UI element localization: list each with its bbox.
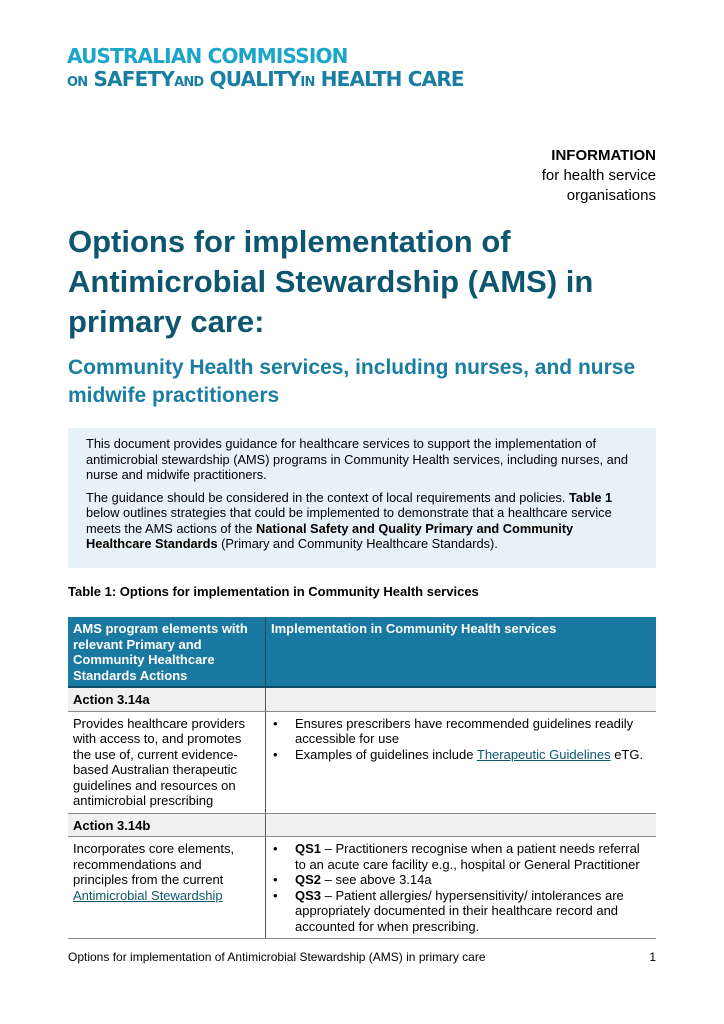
therapeutic-guidelines-link[interactable]: Therapeutic Guidelines (476, 746, 611, 762)
list-item: • QS2 – see above 3.14a (291, 872, 650, 888)
column-header-ams-elements: AMS program elements with relevant Primary and Community Healthcare Standards Actions (68, 617, 266, 687)
intro-paragraph-1: This document provides guidance for healthcare services to support the implementation of antimicrobial stewardship (AMS) programs in Community Health services, including nurses, and nurse and midwife practitioners. (86, 436, 628, 482)
action-label: Action 3.14a (68, 687, 266, 711)
intro-paragraph-2: The guidance should be considered in the context of local requirements and policies. Table 1 below outlines strategies that could be implemented to demonstrate that a healthcare service meets the AMS actions of the National Safety and Quality Primary and Community Healthcare Standards (Primary and Community Healthcare Standards). (86, 489, 613, 551)
page-footer (68, 950, 656, 964)
table-row (68, 837, 656, 939)
implementation-cell (266, 711, 657, 813)
list-item: • QS3 – Patient allergies/ hypersensitivity/ intolerances are appropriately documented in their healthcare record and accounted for when prescribing. (291, 888, 650, 935)
logo-line-1: AUSTRALIAN COMMISSION (67, 44, 348, 68)
implementation-table (68, 617, 656, 939)
implementation-cell (266, 837, 657, 939)
intro-box (68, 428, 656, 568)
info-heading: INFORMATION (551, 147, 656, 164)
list-item: • QS1 – Practitioners recognise when a patient needs referral to an acute care facility e.g., hospital or General Practitioner (291, 841, 650, 872)
element-cell: Incorporates core elements, recommendations and principles from the current Antimicrobial Stewardship (68, 837, 266, 939)
info-line-1: for health service (541, 167, 656, 184)
action-row (68, 813, 656, 837)
list-item: • Examples of guidelines include Therapeutic Guidelines eTG. (291, 747, 650, 763)
page-subtitle: Community Health services, including nurses, and nurse midwife practitioners (68, 356, 636, 407)
column-header-implementation: Implementation in Community Health services (266, 617, 657, 687)
commission-logo (67, 46, 464, 89)
info-line-2: organisations (566, 187, 656, 204)
page-number: 1 (649, 950, 656, 964)
page-title: Options for implementation of Antimicrobial Stewardship (AMS) in primary care: (68, 224, 594, 339)
action-row (68, 687, 656, 711)
table-row (68, 711, 656, 813)
antimicrobial-stewardship-link[interactable]: Antimicrobial Stewardship (73, 887, 223, 903)
footer-title: Options for implementation of Antimicrobial Stewardship (AMS) in primary care (68, 950, 486, 964)
action-label: Action 3.14b (68, 813, 266, 837)
element-cell: Provides healthcare providers with access to, and promotes the use of, current evidence-based Australian therapeutic guidelines and resources on antimicrobial prescribing (68, 711, 266, 813)
table-header-row (68, 617, 656, 687)
logo-line-2: ON SAFETYAND QUALITYIN HEALTH CARE (67, 67, 464, 91)
list-item: • Ensures prescribers have recommended guidelines readily accessible for use (291, 716, 650, 747)
document-type-label (542, 146, 656, 206)
table-caption: Table 1: Options for implementation in Community Health services (68, 584, 479, 599)
